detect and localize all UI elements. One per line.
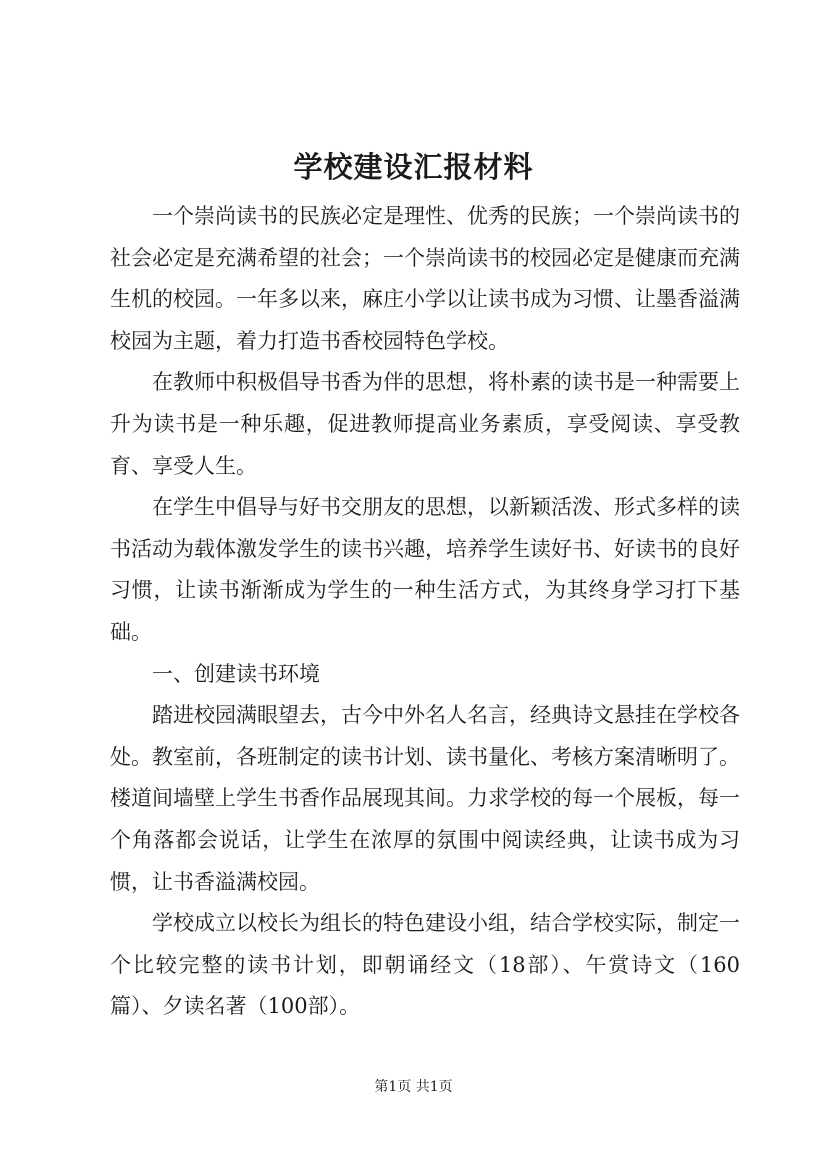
paragraph-plan: 学校成立以校长为组长的特色建设小组，结合学校实际，制定一个比较完整的读书计划，即朝诵经文（18部）、午赏诗文（160篇）、夕读名著（100部）。 [110, 911, 740, 1019]
paragraph-intro: 一个崇尚读书的民族必定是理性、优秀的民族；一个崇尚读书的社会必定是充满希望的社会；一个崇尚读书的校园必定是健康而充满生机的校园。一年多以来，麻庄小学以让读书成为习惯、让墨香溢满校园为主题，着力打造书香校园特色学校。 [110, 204, 740, 353]
paragraph-environment: 踏进校园满眼望去，古今中外名人名言，经典诗文悬挂在学校各处。教室前，各班制定的读书计划、读书量化、考核方案清晰明了。楼道间墙壁上学生书香作品展现其间。力求学校的每一个展板，每一个角落都会说话，让学生在浓厚的氛围中阅读经典，让读书成为习惯，让书香溢满校园。 [110, 703, 740, 894]
paragraph-students: 在学生中倡导与好书交朋友的思想，以新颖活泼、形式多样的读书活动为载体激发学生的读书兴趣，培养学生读好书、好读书的良好习惯，让读书渐渐成为学生的一种生活方式，为其终身学习打下基础。 [110, 495, 740, 644]
page-footer: 第1页 共1页 [374, 1079, 453, 1095]
document-body [110, 196, 740, 1028]
paragraph-teachers: 在教师中积极倡导书香为伴的思想，将朴素的读书是一种需要上升为读书是一种乐趣，促进教师提高业务素质，享受阅读、享受教育、享受人生。 [110, 370, 740, 478]
document-title: 学校建设汇报材料 [293, 150, 534, 184]
section-heading: 一、创建读书环境 [152, 661, 320, 686]
